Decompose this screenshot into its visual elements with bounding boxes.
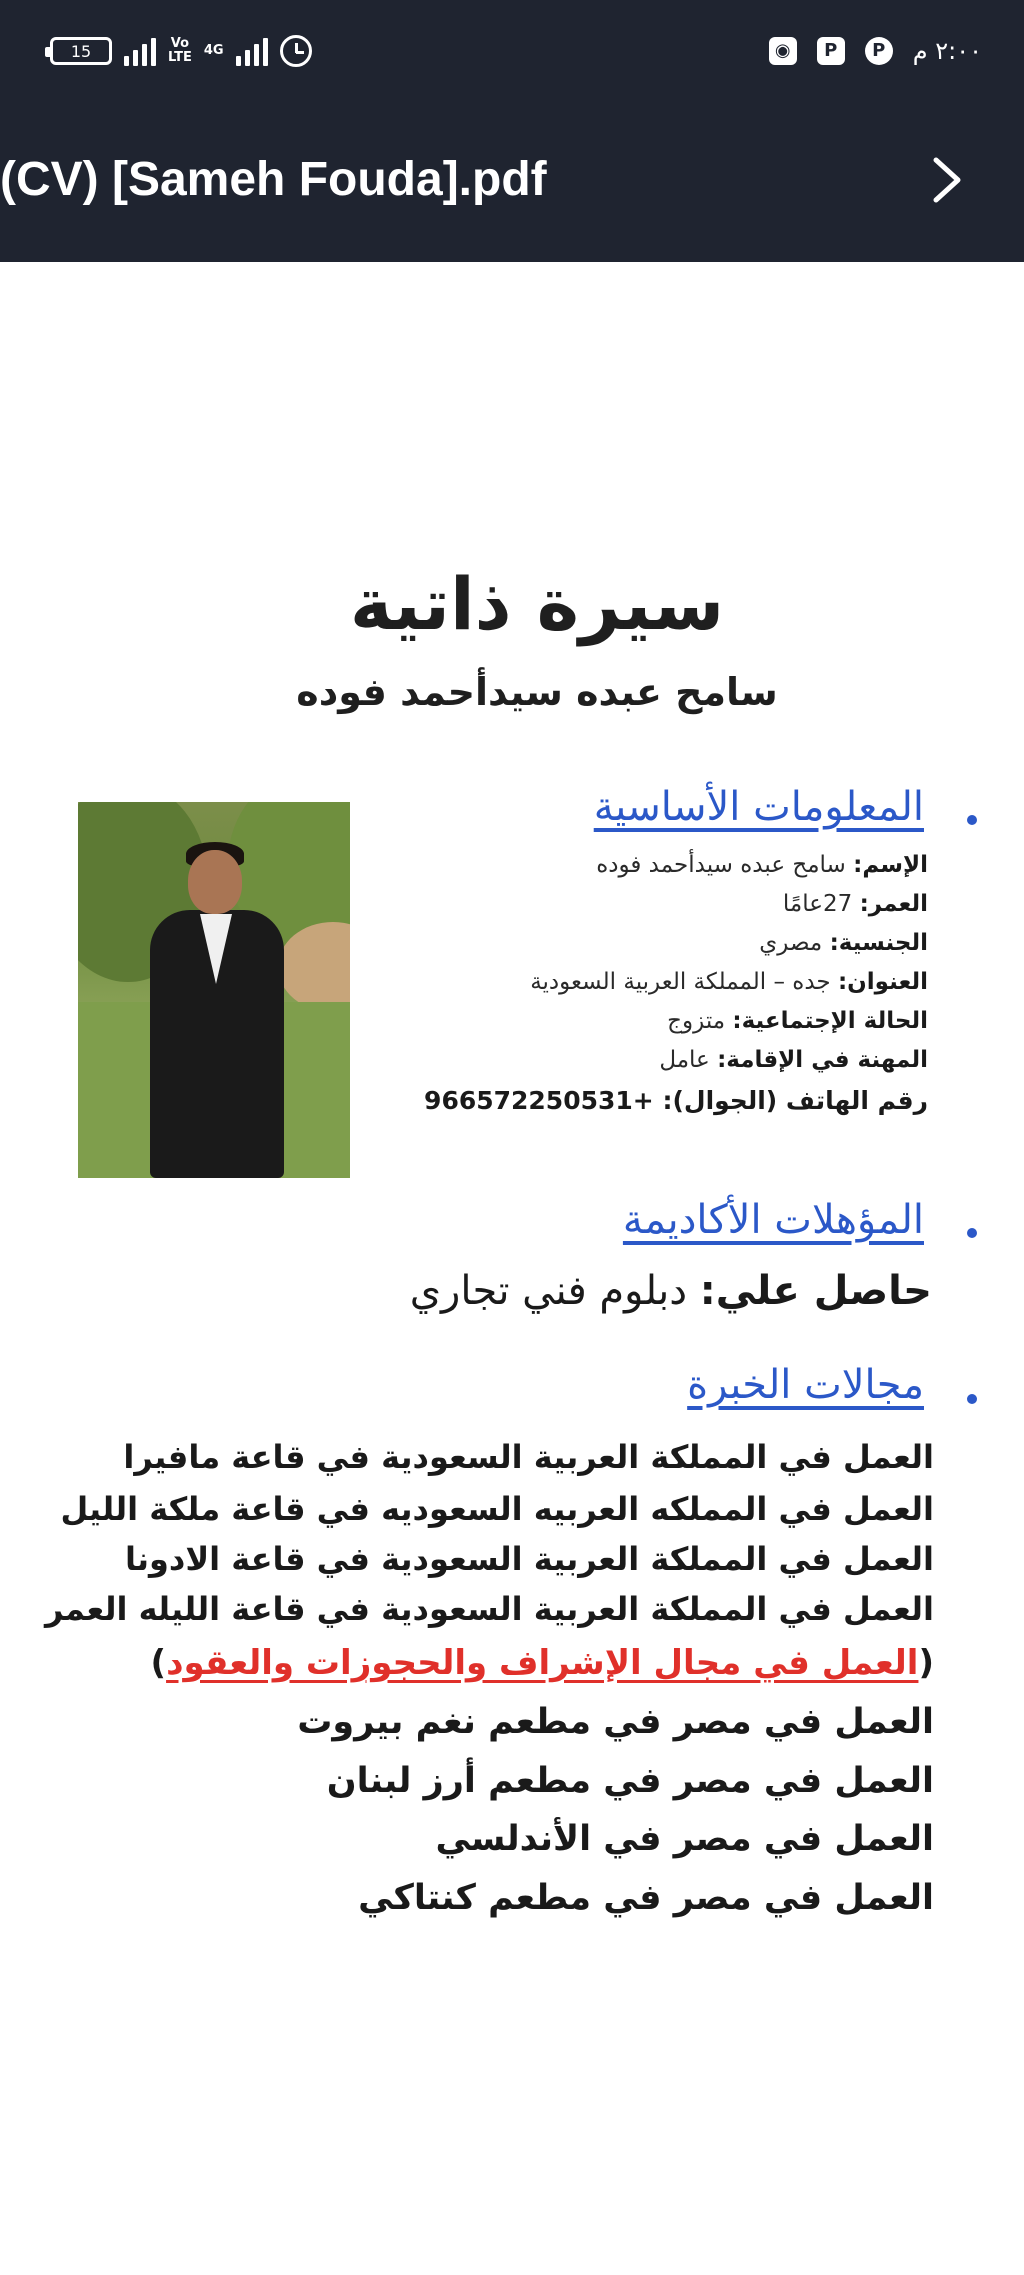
- experience-egypt-line: العمل في مصر في مطعم نغم بيروت: [297, 1702, 934, 1742]
- section-bullet: [967, 815, 977, 825]
- experience-line: العمل في المملكة العربية السعودية في قاعة مافيرا: [123, 1438, 934, 1476]
- status-right: [769, 30, 982, 72]
- info-row-address: العنوان: جده – المملكة العربية السعودية: [530, 969, 928, 995]
- signal-icon-2: [236, 36, 268, 66]
- game-icon: ◉: [769, 37, 797, 65]
- battery-icon: [50, 37, 112, 65]
- pdf-icon: P: [817, 37, 845, 65]
- experience-egypt-line: العمل في مصر في مطعم كنتاكي: [358, 1878, 934, 1918]
- signal-icon: [124, 36, 156, 66]
- alarm-icon: [280, 35, 312, 67]
- app-bar: [0, 100, 1024, 262]
- info-row-age: العمر: 27عامًا: [782, 891, 928, 917]
- parking-icon: P: [865, 37, 893, 65]
- experience-highlight: (العمل في مجال الإشراف والحجوزات والعقود): [150, 1643, 934, 1683]
- info-row-phone: رقم الهاتف (الجوال): +966572250531: [424, 1086, 928, 1115]
- status-left: [50, 30, 312, 72]
- section-bullet: [967, 1228, 977, 1238]
- chevron-right-icon[interactable]: [918, 152, 974, 208]
- section-bullet: [967, 1394, 977, 1404]
- academic-qualification: حاصل علي: دبلوم فني تجاري: [409, 1268, 932, 1314]
- experience-egypt-line: العمل في مصر في مطعم أرز لبنان: [326, 1761, 934, 1801]
- document-title: (CV) [Sameh Fouda].pdf: [0, 153, 547, 206]
- heading-basic-info: المعلومات الأساسية: [593, 784, 924, 830]
- info-row-profession: المهنة في الإقامة: عامل: [659, 1047, 928, 1073]
- experience-line: العمل في المملكه العربيه السعوديه في قاعة ملكة الليل: [60, 1490, 934, 1528]
- info-row-name: الإسم: سامح عبده سيدأحمد فوده: [596, 852, 928, 878]
- experience-line: العمل في المملكة العربية السعودية في قاعة الليله العمر: [45, 1590, 934, 1628]
- 4g-signal-icon: 4G: [203, 43, 224, 58]
- heading-academic: المؤهلات الأكاديمة: [622, 1197, 924, 1243]
- pdf-page: [0, 262, 1024, 2275]
- cv-name: سامح عبده سيدأحمد فوده: [296, 670, 778, 714]
- profile-photo: [78, 802, 350, 1178]
- status-bar: [0, 0, 1024, 100]
- battery-level: 15: [70, 41, 92, 61]
- cv-title: سيرة ذاتية: [349, 562, 725, 646]
- info-row-marital: الحالة الإجتماعية: متزوج: [667, 1008, 928, 1034]
- clock: ٢:٠٠ م: [912, 37, 982, 65]
- experience-egypt-line: العمل في مصر في الأندلسي: [435, 1819, 934, 1859]
- highlight-text: العمل في مجال الإشراف والحجوزات والعقود: [166, 1643, 919, 1683]
- volte-icon: Vo LTE: [168, 36, 192, 65]
- heading-experience: مجالات الخبرة: [687, 1362, 924, 1408]
- experience-line: العمل في المملكة العربية السعودية في قاعة الادونا: [125, 1540, 934, 1578]
- info-row-nationality: الجنسية: مصري: [759, 930, 928, 956]
